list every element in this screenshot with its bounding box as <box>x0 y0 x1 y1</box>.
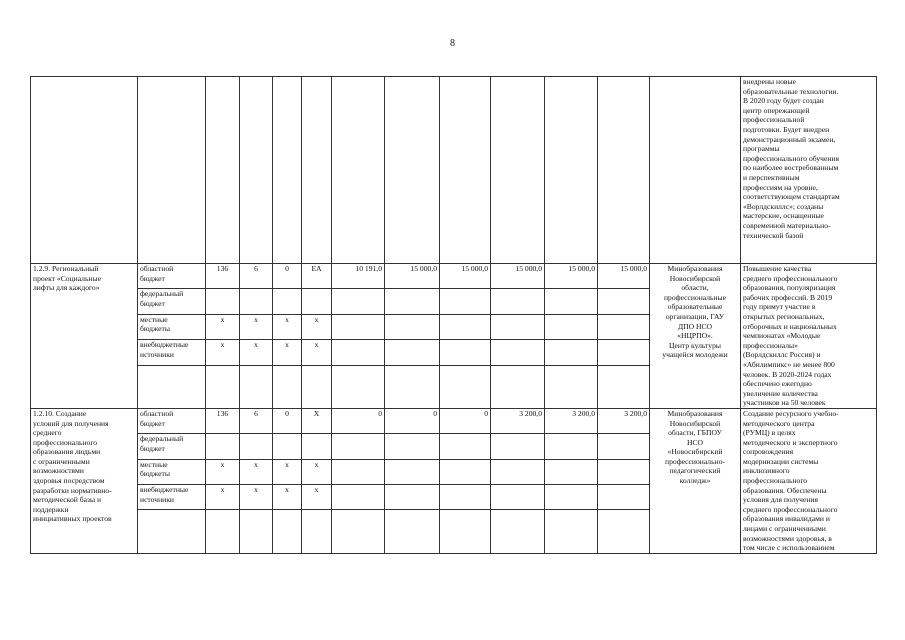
expected-result-cell: Повышение качества среднего профессионального образования, популяризация рабочих профессий. В 2019 году примут участие в открытых региональных, отборочных и национальных чемпионатах «Молодые профессионалы» (Ворлдскиллс Россия) и «Абилимпикс» не менее 800 человек. В 2020-2024 годах обеспечено ежегодно увеличение количества участников на 50 человек <box>741 264 877 409</box>
year-amount-cell <box>491 434 545 459</box>
year-amount-cell <box>440 485 491 510</box>
executor-cell: Минобразования Новосибирской области, профессиональные образовательные организации, ГАУ ДПО НСО «НЦРПО». Центр культуры учащейся молодежи <box>650 264 741 409</box>
year-amount-cell <box>385 485 440 510</box>
executor-cell: Минобразования Новосибирской области, ГБПОУ НСО «Новосибирский профессионально- педагогический колледж» <box>650 408 741 553</box>
year-amount-cell <box>598 289 650 314</box>
year-amount-cell <box>545 459 598 484</box>
year-amount-cell <box>545 434 598 459</box>
year-amount-cell: 3 200,0 <box>491 408 545 433</box>
funding-source-cell: местные бюджеты <box>138 314 206 339</box>
budget-code-cell: х <box>206 459 240 484</box>
year-amount-cell <box>545 340 598 365</box>
year-amount-cell <box>440 289 491 314</box>
budget-code-cell <box>273 434 302 459</box>
funding-source-cell: внебюджетные источники <box>138 340 206 365</box>
budget-code-cell <box>302 434 332 459</box>
budget-code-cell: 136 <box>206 264 240 289</box>
budget-code-cell: 6 <box>240 408 273 433</box>
measure-name-cell: 1.2.10. Создание условий для получения среднего профессионального образования людьми с ограниченными возможностями здоровья посредством разработки нормативно- методической базы и поддержки инициативных проектов <box>31 408 138 553</box>
year-amount-cell <box>440 459 491 484</box>
funding-source-cell: областной бюджет <box>138 264 206 289</box>
budget-code-cell <box>206 434 240 459</box>
budget-code-cell: х <box>206 340 240 365</box>
budget-code-cell <box>302 289 332 314</box>
year-amount-cell <box>491 289 545 314</box>
budget-code-cell <box>240 434 273 459</box>
table-row <box>31 264 877 289</box>
budget-code-cell: х <box>206 485 240 510</box>
year-amount-cell <box>385 314 440 339</box>
year-amount-cell <box>598 459 650 484</box>
budget-code-cell: 0 <box>273 264 302 289</box>
year-amount-cell <box>332 434 385 459</box>
budget-code-cell: х <box>302 340 332 365</box>
budget-code-cell: х <box>273 314 302 339</box>
continuation-result-cell: внедрены новые образовательные технологии. В 2020 году будет создан центр опережающей профессиональной подготовки. Будет внедрен демонстрационный экзамен, программы профессионального обучения по наиболее востребованным и перспективным профессиям на уровне, соответствующем стандартам «Ворлдскиллс»; созданы мастерские, оснащенные современной материально- технической базой <box>741 77 877 264</box>
year-amount-cell: 0 <box>440 408 491 433</box>
budget-code-cell: х <box>240 340 273 365</box>
year-amount-cell: 3 200,0 <box>598 408 650 433</box>
year-amount-cell <box>491 340 545 365</box>
year-amount-cell <box>545 289 598 314</box>
budget-code-cell: х <box>240 459 273 484</box>
budget-code-cell: х <box>206 314 240 339</box>
year-amount-cell: 3 200,0 <box>545 408 598 433</box>
year-amount-cell <box>545 314 598 339</box>
budget-code-cell: х <box>240 485 273 510</box>
budget-code-cell: х <box>302 485 332 510</box>
budget-code-cell: 6 <box>240 264 273 289</box>
funding-source-cell: федеральный бюджет <box>138 434 206 459</box>
year-amount-cell <box>332 485 385 510</box>
measure-name-cell: 1.2.9. Региональный проект «Социальные лифты для каждого» <box>31 264 138 409</box>
budget-code-cell: Х <box>302 408 332 433</box>
year-amount-cell <box>332 314 385 339</box>
budget-code-cell: х <box>240 314 273 339</box>
year-amount-cell <box>385 340 440 365</box>
year-amount-cell: 0 <box>385 408 440 433</box>
year-amount-cell <box>440 314 491 339</box>
year-amount-cell <box>491 459 545 484</box>
year-amount-cell: 15 000,0 <box>545 264 598 289</box>
year-amount-cell <box>332 340 385 365</box>
budget-code-cell <box>240 289 273 314</box>
year-amount-cell <box>598 314 650 339</box>
budget-code-cell: х <box>273 340 302 365</box>
year-amount-cell <box>598 434 650 459</box>
year-amount-cell: 15 000,0 <box>385 264 440 289</box>
year-amount-cell <box>332 459 385 484</box>
budget-code-cell: х <box>302 314 332 339</box>
year-amount-cell <box>545 485 598 510</box>
year-amount-cell <box>491 314 545 339</box>
expected-result-cell: Создание ресурсного учебно- методического центра (РУМЦ) в целях методического и экспертного сопровождения модернизации системы инклюзивного профессионального образования. Обеспечены условия для получения среднего профессионального образования инвалидами и лицами с ограниченными возможностями здоровья, в том числе с использованием <box>741 408 877 553</box>
year-amount-cell <box>598 340 650 365</box>
year-amount-cell <box>598 485 650 510</box>
budget-code-cell <box>273 289 302 314</box>
year-amount-cell <box>440 434 491 459</box>
budget-code-cell <box>206 289 240 314</box>
year-amount-cell <box>332 289 385 314</box>
funding-source-cell: федеральный бюджет <box>138 289 206 314</box>
program-table <box>30 76 877 554</box>
funding-source-cell: местные бюджеты <box>138 459 206 484</box>
year-amount-cell: 0 <box>332 408 385 433</box>
table-row <box>31 408 877 433</box>
year-amount-cell <box>385 459 440 484</box>
budget-code-cell: ЕА <box>302 264 332 289</box>
continuation-row <box>31 77 877 264</box>
year-amount-cell <box>491 485 545 510</box>
year-amount-cell: 15 000,0 <box>491 264 545 289</box>
funding-source-cell: внебюджетные источники <box>138 485 206 510</box>
year-amount-cell: 10 191,0 <box>332 264 385 289</box>
year-amount-cell: 15 000,0 <box>598 264 650 289</box>
budget-code-cell: х <box>273 485 302 510</box>
budget-code-cell: 0 <box>273 408 302 433</box>
budget-code-cell: 136 <box>206 408 240 433</box>
year-amount-cell <box>385 434 440 459</box>
page-number: 8 <box>450 38 455 49</box>
year-amount-cell: 15 000,0 <box>440 264 491 289</box>
budget-code-cell: х <box>302 459 332 484</box>
budget-code-cell: х <box>273 459 302 484</box>
year-amount-cell <box>385 289 440 314</box>
year-amount-cell <box>440 340 491 365</box>
funding-source-cell: областной бюджет <box>138 408 206 433</box>
